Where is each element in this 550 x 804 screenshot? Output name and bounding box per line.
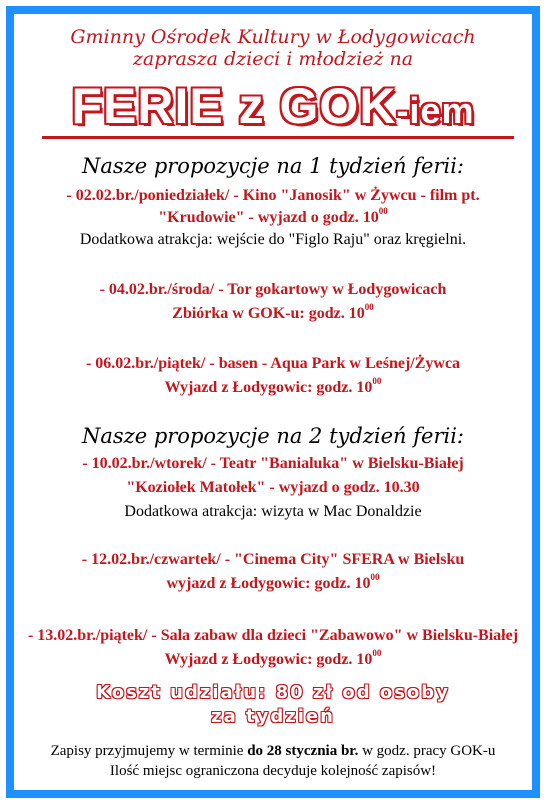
- footer-line2: Ilość miejsc ograniczona decyduje kolejność zapisów!: [109, 763, 437, 779]
- week2-event1-extra: Dodatkowa atrakcja: wizyta w Mac Donaldzie: [124, 503, 422, 520]
- title-main: FERIE z GOK: [71, 78, 397, 134]
- week2-event3-line1: - 13.02.br./piątek/ - Sala zabaw dla dzieci "Zabawowo" w Bielsku-Białej: [27, 627, 519, 644]
- week1-event1-line1: - 02.02.br./poniedziałek/ - Kino "Janosik" w Żywcu - film pt.: [66, 187, 480, 204]
- week2-event1-line2: "Koziołek Matołek" - wyjazd o godz. 10.30: [126, 479, 420, 496]
- title-suffix: -iem: [396, 90, 475, 131]
- footer-line1-a: Zapisy przyjmujemy w terminie: [50, 743, 248, 759]
- week1-event2-sup: 00: [364, 301, 374, 312]
- poster-sheet: [14, 14, 532, 790]
- poster-frame: [6, 6, 540, 798]
- week2-event2-line1: - 12.02.br./czwartek/ - "Cinema City" SFERA w Bielsku: [81, 551, 465, 568]
- title-underline: [42, 136, 514, 139]
- footer-line1: [14, 742, 532, 761]
- organizer-name: Gminny Ośrodek Kultury w Łodygowicach: [70, 26, 476, 48]
- week1-event3-line1: - 06.02.br./piątek/ - basen - Aqua Park w Leśnej/Żywca: [85, 355, 461, 372]
- header-text: [14, 26, 532, 70]
- cost-line2: za tydzień: [211, 706, 335, 727]
- week2-event1-line1: - 10.02.br./wtorek/ - Teatr "Banialuka" w Bielsku-Białej: [82, 455, 464, 472]
- cost-line1: Koszt udziału: 80 zł od osoby: [96, 682, 450, 703]
- week2-event2-time: wyjazd z Łodygowic: godz. 10: [166, 575, 371, 592]
- week1-event1-sup: 00: [378, 205, 388, 216]
- week1-heading: Nasze propozycje na 1 tydzień ferii:: [81, 154, 464, 178]
- week1-event2-line2: [14, 301, 532, 324]
- week1-event2-time: Zbiórka w GOK-u: godz. 10: [172, 305, 365, 322]
- week1-event3-line2: [14, 375, 532, 398]
- invite-line: zaprasza dzieci i młodzież na: [132, 48, 414, 70]
- week2-event2-sup: 00: [370, 571, 380, 582]
- week1-event1-extra: Dodatkowa atrakcja: wejście do "Figlo Raju" oraz kręgielni.: [79, 231, 467, 248]
- week2-event2-line2: [14, 571, 532, 594]
- week1-event1-line2: [14, 205, 532, 228]
- week2-event3-sup: 00: [372, 647, 382, 658]
- week1-event2-line1: - 04.02.br./środa/ - Tor gokartowy w Łodygowicach: [99, 281, 447, 298]
- week1-event3-sup: 00: [372, 375, 382, 386]
- poster-title: [14, 78, 532, 139]
- footer-line1-c: w godz. pracy GOK-u: [358, 743, 496, 759]
- footer-deadline: do 28 stycznia br.: [247, 743, 359, 759]
- week2-event3-line2: [14, 647, 532, 670]
- week2-event3-time: Wyjazd z Łodygowic: godz. 10: [164, 651, 373, 668]
- week1-event1-time: "Krudowie" - wyjazd o godz. 10: [158, 209, 379, 226]
- week1-event3-time: Wyjazd z Łodygowic: godz. 10: [164, 379, 373, 396]
- week2-heading: Nasze propozycje na 2 tydzień ferii:: [81, 424, 464, 448]
